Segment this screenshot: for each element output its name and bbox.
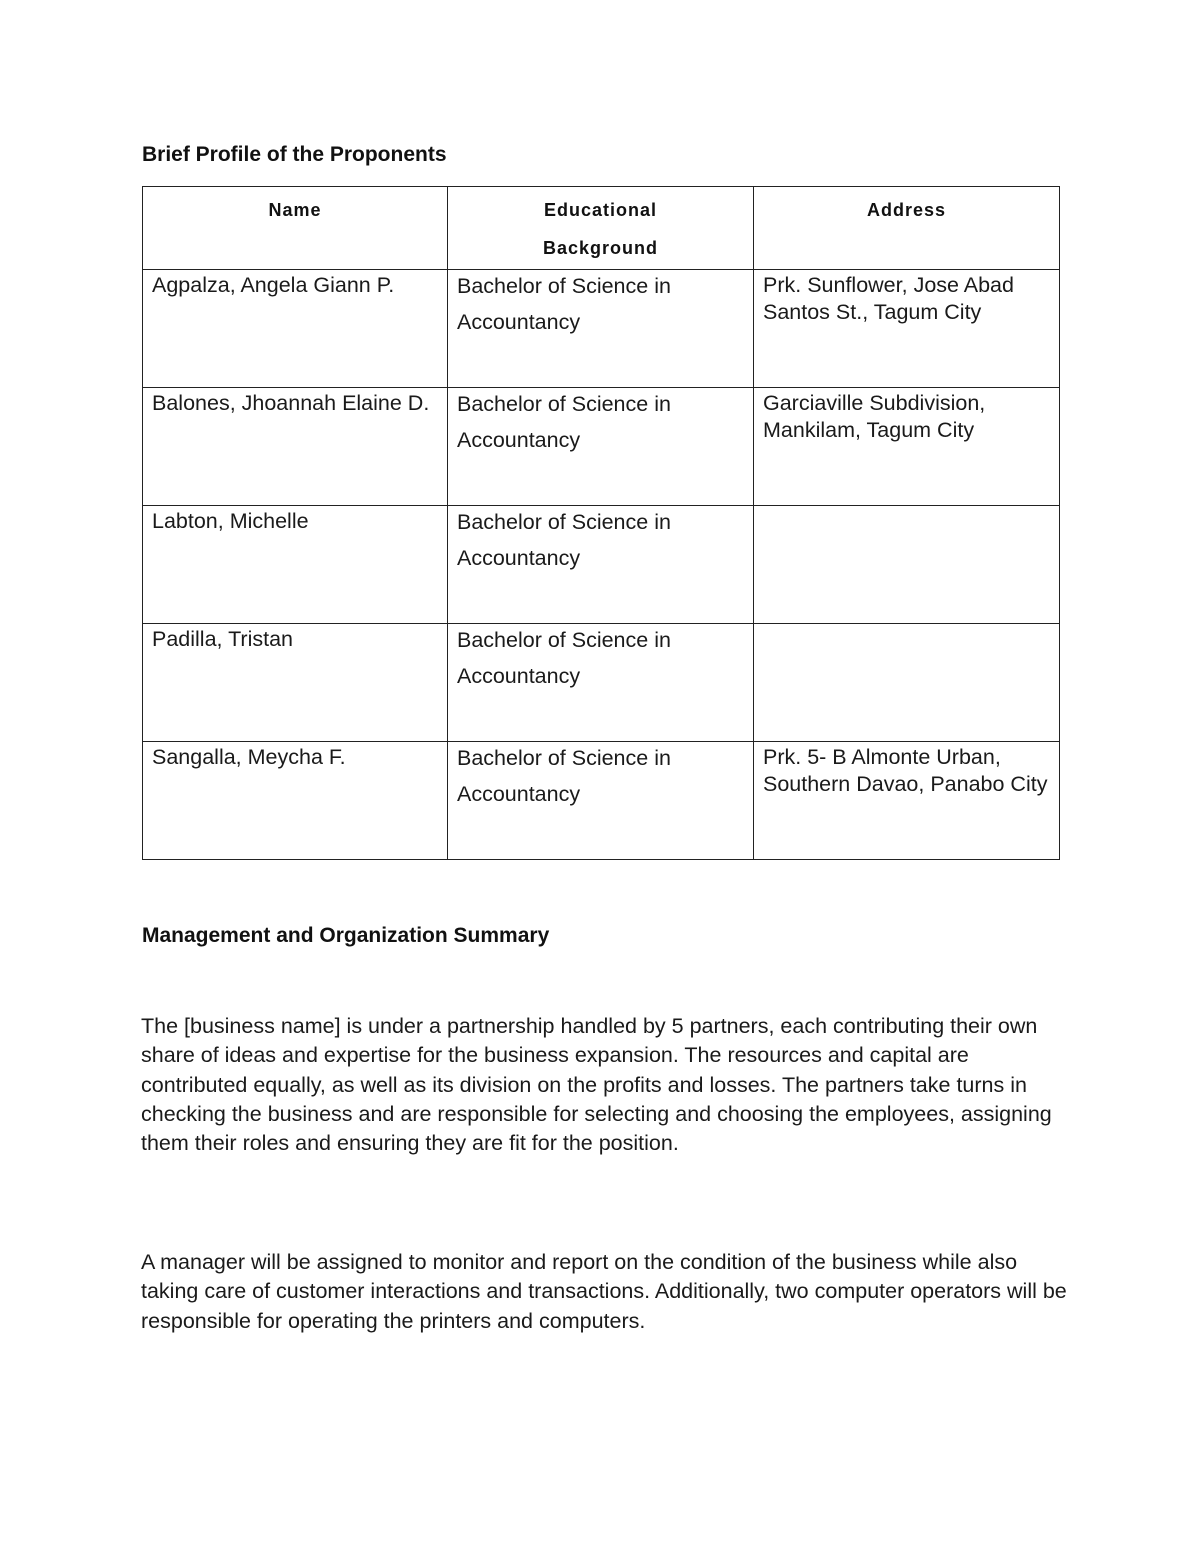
education-line2: Accountancy [457, 310, 581, 334]
cell-name: Balones, Jhoannah Elaine D. [143, 388, 448, 506]
cell-address: Prk. Sunflower, Jose Abad Santos St., Tagum City [754, 270, 1060, 388]
cell-education [448, 506, 754, 624]
education-line1: Bachelor of Science in [457, 746, 671, 770]
cell-education [448, 270, 754, 388]
table-row [143, 624, 1060, 742]
column-header-education-line2: Background [542, 238, 658, 258]
table-row [143, 742, 1060, 860]
management-paragraph-2: A manager will be assigned to monitor and report on the condition of the business while also taking care of customer interactions and transactions. Additionally, two computer operators will be responsible for operating the printers and computers. [141, 1250, 1067, 1333]
cell-name: Sangalla, Meycha F. [143, 742, 448, 860]
profile-heading: Brief Profile of the Proponents [142, 143, 447, 166]
cell-address: Prk. 5- B Almonte Urban, Southern Davao, Panabo City [754, 742, 1060, 860]
table-row [143, 270, 1060, 388]
column-header-education-line1: Educational [543, 200, 657, 220]
cell-address [754, 624, 1060, 742]
proponents-table [142, 186, 1060, 860]
cell-education [448, 388, 754, 506]
management-heading: Management and Organization Summary [142, 924, 550, 947]
education-line1: Bachelor of Science in [457, 274, 671, 298]
table-header-row [143, 187, 1060, 270]
table-row [143, 506, 1060, 624]
cell-name: Labton, Michelle [143, 506, 448, 624]
education-line1: Bachelor of Science in [457, 628, 671, 652]
cell-address [754, 506, 1060, 624]
column-header-education [448, 187, 754, 270]
education-line2: Accountancy [457, 664, 581, 688]
cell-education [448, 742, 754, 860]
education-line2: Accountancy [457, 428, 581, 452]
cell-address: Garciaville Subdivision, Mankilam, Tagum City [754, 388, 1060, 506]
table-row [143, 388, 1060, 506]
cell-education [448, 624, 754, 742]
education-line1: Bachelor of Science in [457, 392, 671, 416]
cell-name: Padilla, Tristan [143, 624, 448, 742]
cell-name: Agpalza, Angela Giann P. [143, 270, 448, 388]
education-line1: Bachelor of Science in [457, 510, 671, 534]
column-header-address: Address [754, 187, 1060, 270]
management-paragraph-1: The [business name] is under a partnership handled by 5 partners, each contributing their own share of ideas and expertise for the business expansion. The resources and capital are contributed equally, as well as its division on the profits and losses. The partners take turns in checking the business and are responsible for selecting and choosing the employees, assigning them their roles and ensuring they are fit for the position. [141, 1014, 1052, 1156]
education-line2: Accountancy [457, 782, 581, 806]
education-line2: Accountancy [457, 546, 581, 570]
column-header-name: Name [143, 187, 448, 270]
